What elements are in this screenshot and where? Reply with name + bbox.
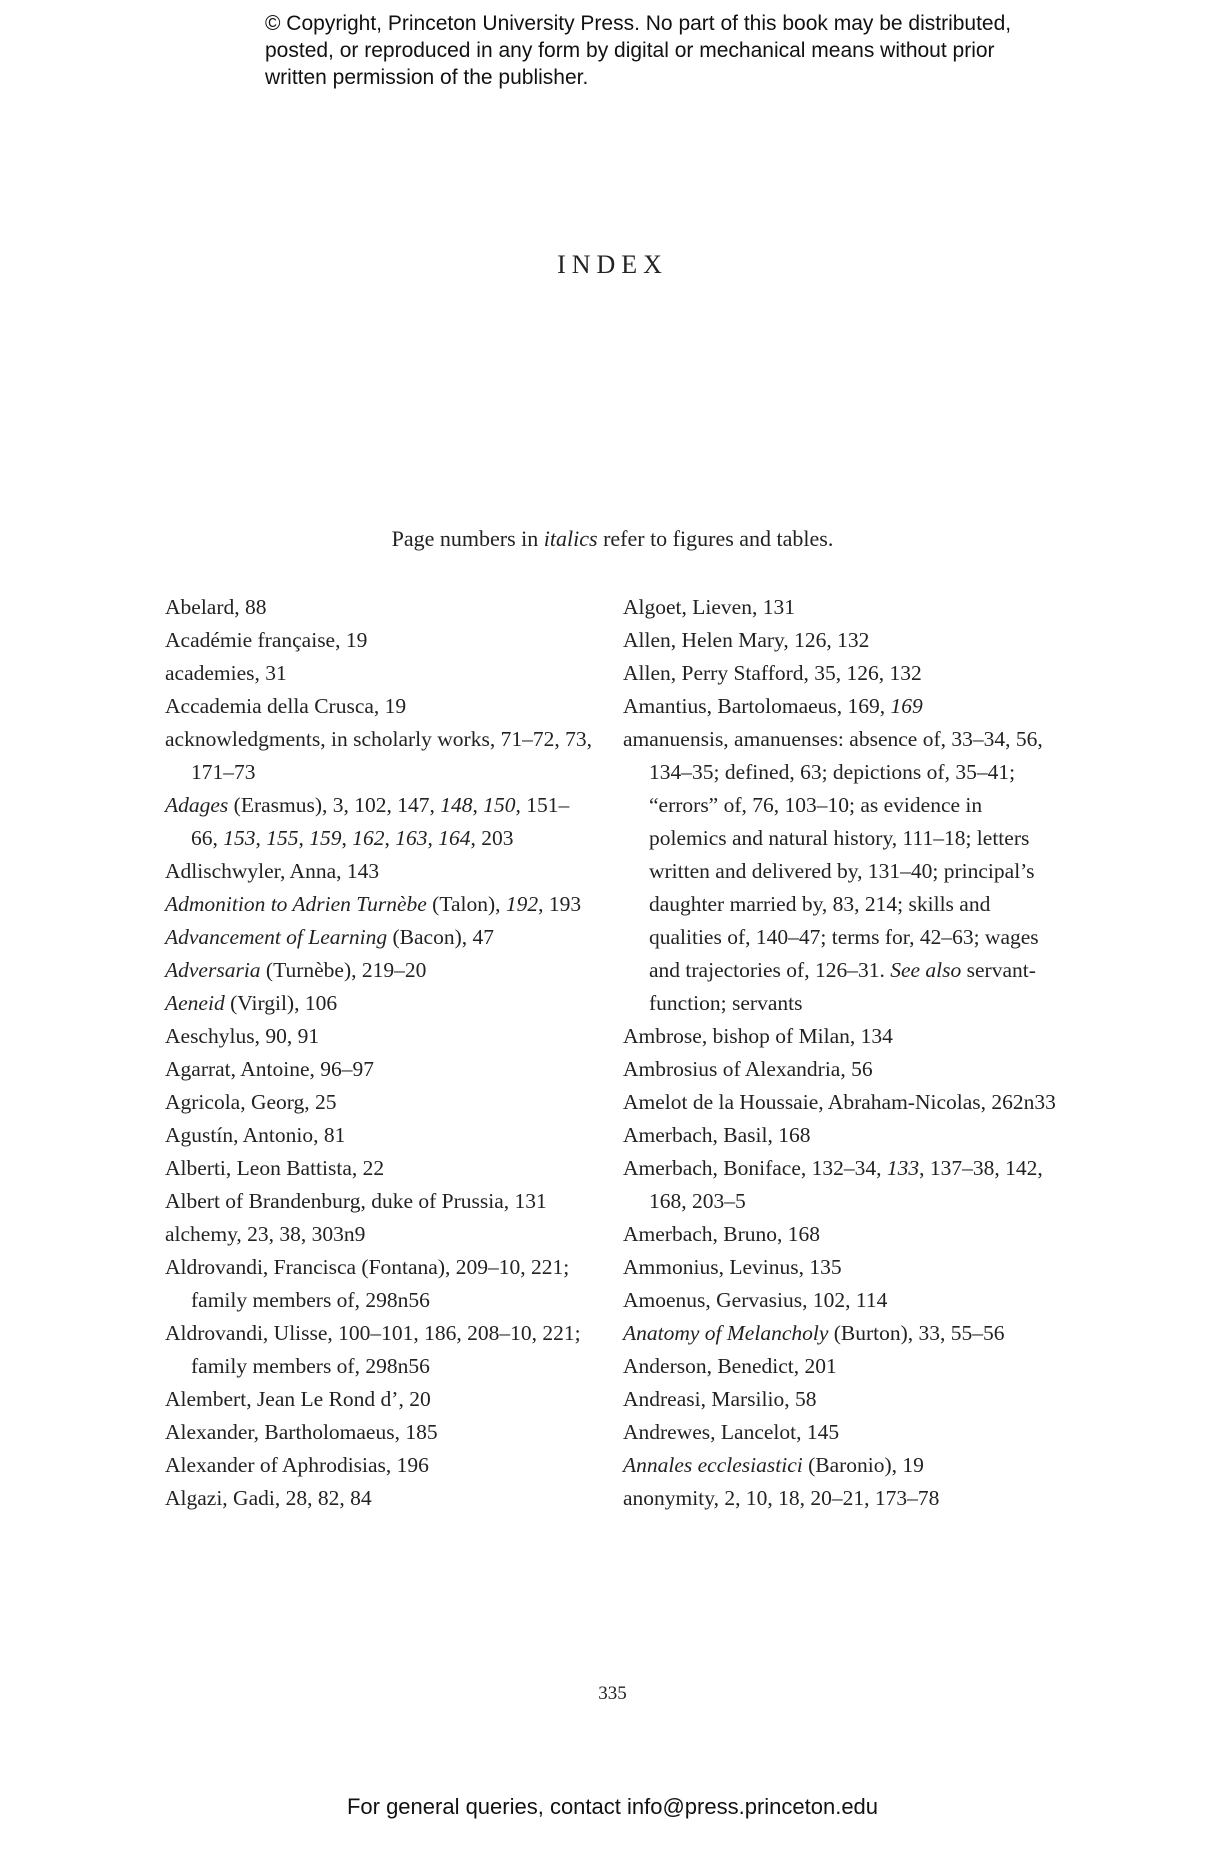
index-entry bbox=[623, 1086, 1063, 1119]
entry-text: , bbox=[384, 826, 396, 850]
index-entry bbox=[623, 1053, 1063, 1086]
index-entry bbox=[165, 789, 595, 855]
index-entry bbox=[165, 1218, 595, 1251]
index-entry bbox=[165, 1086, 595, 1119]
entry-italic-text: 159 bbox=[309, 826, 342, 850]
entry-text: , bbox=[427, 826, 439, 850]
entry-text: , 193 bbox=[538, 892, 582, 916]
entry-text: Algazi, Gadi, 28, 82, 84 bbox=[165, 1486, 372, 1510]
entry-text: Aldrovandi, Francisca (Fontana), 209–10, 221; family members of, 298n56 bbox=[165, 1255, 570, 1312]
index-entry bbox=[623, 1482, 1063, 1515]
entry-text: Amerbach, Bruno, 168 bbox=[623, 1222, 821, 1246]
index-entry bbox=[165, 624, 595, 657]
index-entry bbox=[165, 1449, 595, 1482]
index-entry bbox=[165, 657, 595, 690]
index-entry bbox=[623, 1416, 1063, 1449]
entry-text: academies, 31 bbox=[165, 661, 287, 685]
entry-text: , 151–66, bbox=[191, 793, 570, 850]
entry-text: Aldrovandi, Ulisse, 100–101, 186, 208–10, 221; family members of, 298n56 bbox=[165, 1321, 581, 1378]
index-entry bbox=[165, 1251, 595, 1317]
entry-text: (Baronio), 19 bbox=[802, 1453, 924, 1477]
entry-text: (Bacon), 47 bbox=[387, 925, 494, 949]
index-entry bbox=[165, 1185, 595, 1218]
index-entry bbox=[623, 1251, 1063, 1284]
entry-italic-text: 150 bbox=[483, 793, 516, 817]
entry-text: Algoet, Lieven, 131 bbox=[623, 595, 795, 619]
index-entry bbox=[165, 855, 595, 888]
entry-text: Agustín, Antonio, 81 bbox=[165, 1123, 346, 1147]
entry-text: , bbox=[341, 826, 353, 850]
note-after: refer to figures and tables. bbox=[597, 526, 834, 551]
entry-italic-text: 153 bbox=[223, 826, 256, 850]
entry-italic-text: Adversaria bbox=[165, 958, 261, 982]
index-entry bbox=[623, 690, 1063, 723]
entry-text: anonymity, 2, 10, 18, 20–21, 173–78 bbox=[623, 1486, 940, 1510]
index-entry bbox=[165, 723, 595, 789]
index-entry bbox=[165, 591, 595, 624]
entry-text: Amoenus, Gervasius, 102, 114 bbox=[623, 1288, 888, 1312]
entry-italic-text: See also bbox=[890, 958, 962, 982]
index-entry bbox=[623, 1449, 1063, 1482]
entry-text: Alberti, Leon Battista, 22 bbox=[165, 1156, 385, 1180]
entry-italic-text: 133 bbox=[886, 1156, 920, 1180]
entry-text: servant-function; servants bbox=[649, 958, 1036, 1015]
index-entry bbox=[165, 888, 595, 921]
index-entry bbox=[165, 1152, 595, 1185]
index-entry bbox=[623, 591, 1063, 624]
index-entry bbox=[623, 1350, 1063, 1383]
page-title: INDEX bbox=[557, 250, 668, 279]
entry-text: (Erasmus), 3, 102, 147, bbox=[228, 793, 441, 817]
entry-italic-text: Adages bbox=[165, 793, 229, 817]
entry-text: Adlischwyler, Anna, 143 bbox=[165, 859, 380, 883]
index-entry bbox=[165, 1416, 595, 1449]
entry-text: (Virgil), 106 bbox=[224, 991, 338, 1015]
entry-text: Ambrosius of Alexandria, 56 bbox=[623, 1057, 873, 1081]
entry-text: Alembert, Jean Le Rond d’, 20 bbox=[165, 1387, 431, 1411]
index-entry bbox=[165, 921, 595, 954]
entry-italic-text: 162 bbox=[352, 826, 385, 850]
index-entry bbox=[165, 987, 595, 1020]
index-entry bbox=[623, 1119, 1063, 1152]
index-entry bbox=[165, 1482, 595, 1515]
index-entry bbox=[165, 954, 595, 987]
index-entry bbox=[623, 723, 1063, 1020]
index-entry bbox=[623, 1152, 1063, 1218]
entry-italic-text: 155 bbox=[266, 826, 299, 850]
entry-text: , 203 bbox=[470, 826, 514, 850]
entry-text: Amantius, Bartolomaeus, 169, bbox=[623, 694, 891, 718]
entry-italic-text: Advancement of Learning bbox=[165, 925, 388, 949]
page-number: 335 bbox=[598, 1683, 627, 1704]
entry-text: Ambrose, bishop of Milan, 134 bbox=[623, 1024, 893, 1048]
index-entry bbox=[623, 1020, 1063, 1053]
entry-text: (Talon), bbox=[426, 892, 506, 916]
index-entry bbox=[623, 1284, 1063, 1317]
entry-text: Allen, Perry Stafford, 35, 126, 132 bbox=[623, 661, 922, 685]
entry-text: Amerbach, Basil, 168 bbox=[623, 1123, 811, 1147]
entry-text: Albert of Brandenburg, duke of Prussia, 131 bbox=[165, 1189, 547, 1213]
index-entry bbox=[165, 1020, 595, 1053]
index-entry bbox=[623, 1218, 1063, 1251]
entry-text: acknowledgments, in scholarly works, 71–72, 73, 171–73 bbox=[165, 727, 592, 784]
entry-italic-text: Aeneid bbox=[165, 991, 225, 1015]
index-entry bbox=[165, 1383, 595, 1416]
entry-text: , bbox=[255, 826, 267, 850]
entry-text: Aeschylus, 90, 91 bbox=[165, 1024, 320, 1048]
entry-text: Anderson, Benedict, 201 bbox=[623, 1354, 837, 1378]
entry-italic-text: 192 bbox=[505, 892, 539, 916]
entry-italic-text: Admonition to Adrien Turnèbe bbox=[165, 892, 427, 916]
index-entry bbox=[165, 1053, 595, 1086]
index-column-left bbox=[165, 591, 595, 1515]
index-entry bbox=[623, 624, 1063, 657]
index-entry bbox=[623, 657, 1063, 690]
entry-text: Ammonius, Levinus, 135 bbox=[623, 1255, 842, 1279]
entry-text: Alexander of Aphrodisias, 196 bbox=[165, 1453, 429, 1477]
entry-text: Abelard, 88 bbox=[165, 595, 267, 619]
index-column-right bbox=[623, 591, 1063, 1515]
entry-text: , bbox=[298, 826, 310, 850]
entry-text: Accademia della Crusca, 19 bbox=[165, 694, 407, 718]
entry-italic-text: Anatomy of Melancholy bbox=[623, 1321, 829, 1345]
note-italic: italics bbox=[543, 526, 598, 551]
entry-text: (Burton), 33, 55–56 bbox=[828, 1321, 1005, 1345]
entry-text: Agricola, Georg, 25 bbox=[165, 1090, 337, 1114]
index-entry bbox=[165, 690, 595, 723]
entry-text: Académie française, 19 bbox=[165, 628, 368, 652]
entry-italic-text: 148 bbox=[440, 793, 473, 817]
entry-italic-text: Annales ecclesiastici bbox=[623, 1453, 803, 1477]
italics-note bbox=[0, 524, 1225, 554]
entry-text: Allen, Helen Mary, 126, 132 bbox=[623, 628, 870, 652]
entry-text: , bbox=[472, 793, 484, 817]
entry-italic-text: 164 bbox=[438, 826, 471, 850]
entry-text: alchemy, 23, 38, 303n9 bbox=[165, 1222, 366, 1246]
entry-italic-text: 169 bbox=[890, 694, 923, 718]
entry-text: Andrewes, Lancelot, 145 bbox=[623, 1420, 840, 1444]
entry-text: Alexander, Bartholomaeus, 185 bbox=[165, 1420, 438, 1444]
entry-text: Andreasi, Marsilio, 58 bbox=[623, 1387, 817, 1411]
entry-italic-text: 163 bbox=[395, 826, 428, 850]
copyright-notice: © Copyright, Princeton University Press. No part of this book may be distributed, posted, or reproduced in any form by digital or mechanical means without prior written permission of the publisher. bbox=[265, 12, 1012, 89]
entry-text: , 137–38, 142, 168, 203–5 bbox=[649, 1156, 1043, 1213]
index-entry bbox=[165, 1119, 595, 1152]
index-entry bbox=[165, 1317, 595, 1383]
entry-text: amanuensis, amanuenses: absence of, 33–34, 56, 134–35; defined, 63; depictions of, 35–41; “errors” of, 76, 103–10; as evidence in polemics and natural history, 111–18; letters written and delivered by, 131–40; principal’s daughter married by, 83, 214; skills and qualities of, 140–47; terms for, 42–63; wages and trajectories of, 126–31. bbox=[623, 727, 1043, 982]
entry-text: (Turnèbe), 219–20 bbox=[260, 958, 427, 982]
contact-footer: For general queries, contact info@press.princeton.edu bbox=[346, 1794, 879, 1819]
index-entry bbox=[623, 1383, 1063, 1416]
entry-text: Amerbach, Boniface, 132–34, bbox=[623, 1156, 887, 1180]
note-before: Page numbers in bbox=[391, 526, 544, 551]
entry-text: Agarrat, Antoine, 96–97 bbox=[165, 1057, 374, 1081]
index-entry bbox=[623, 1317, 1063, 1350]
entry-text: Amelot de la Houssaie, Abraham-Nicolas, 262n33 bbox=[623, 1090, 1056, 1114]
